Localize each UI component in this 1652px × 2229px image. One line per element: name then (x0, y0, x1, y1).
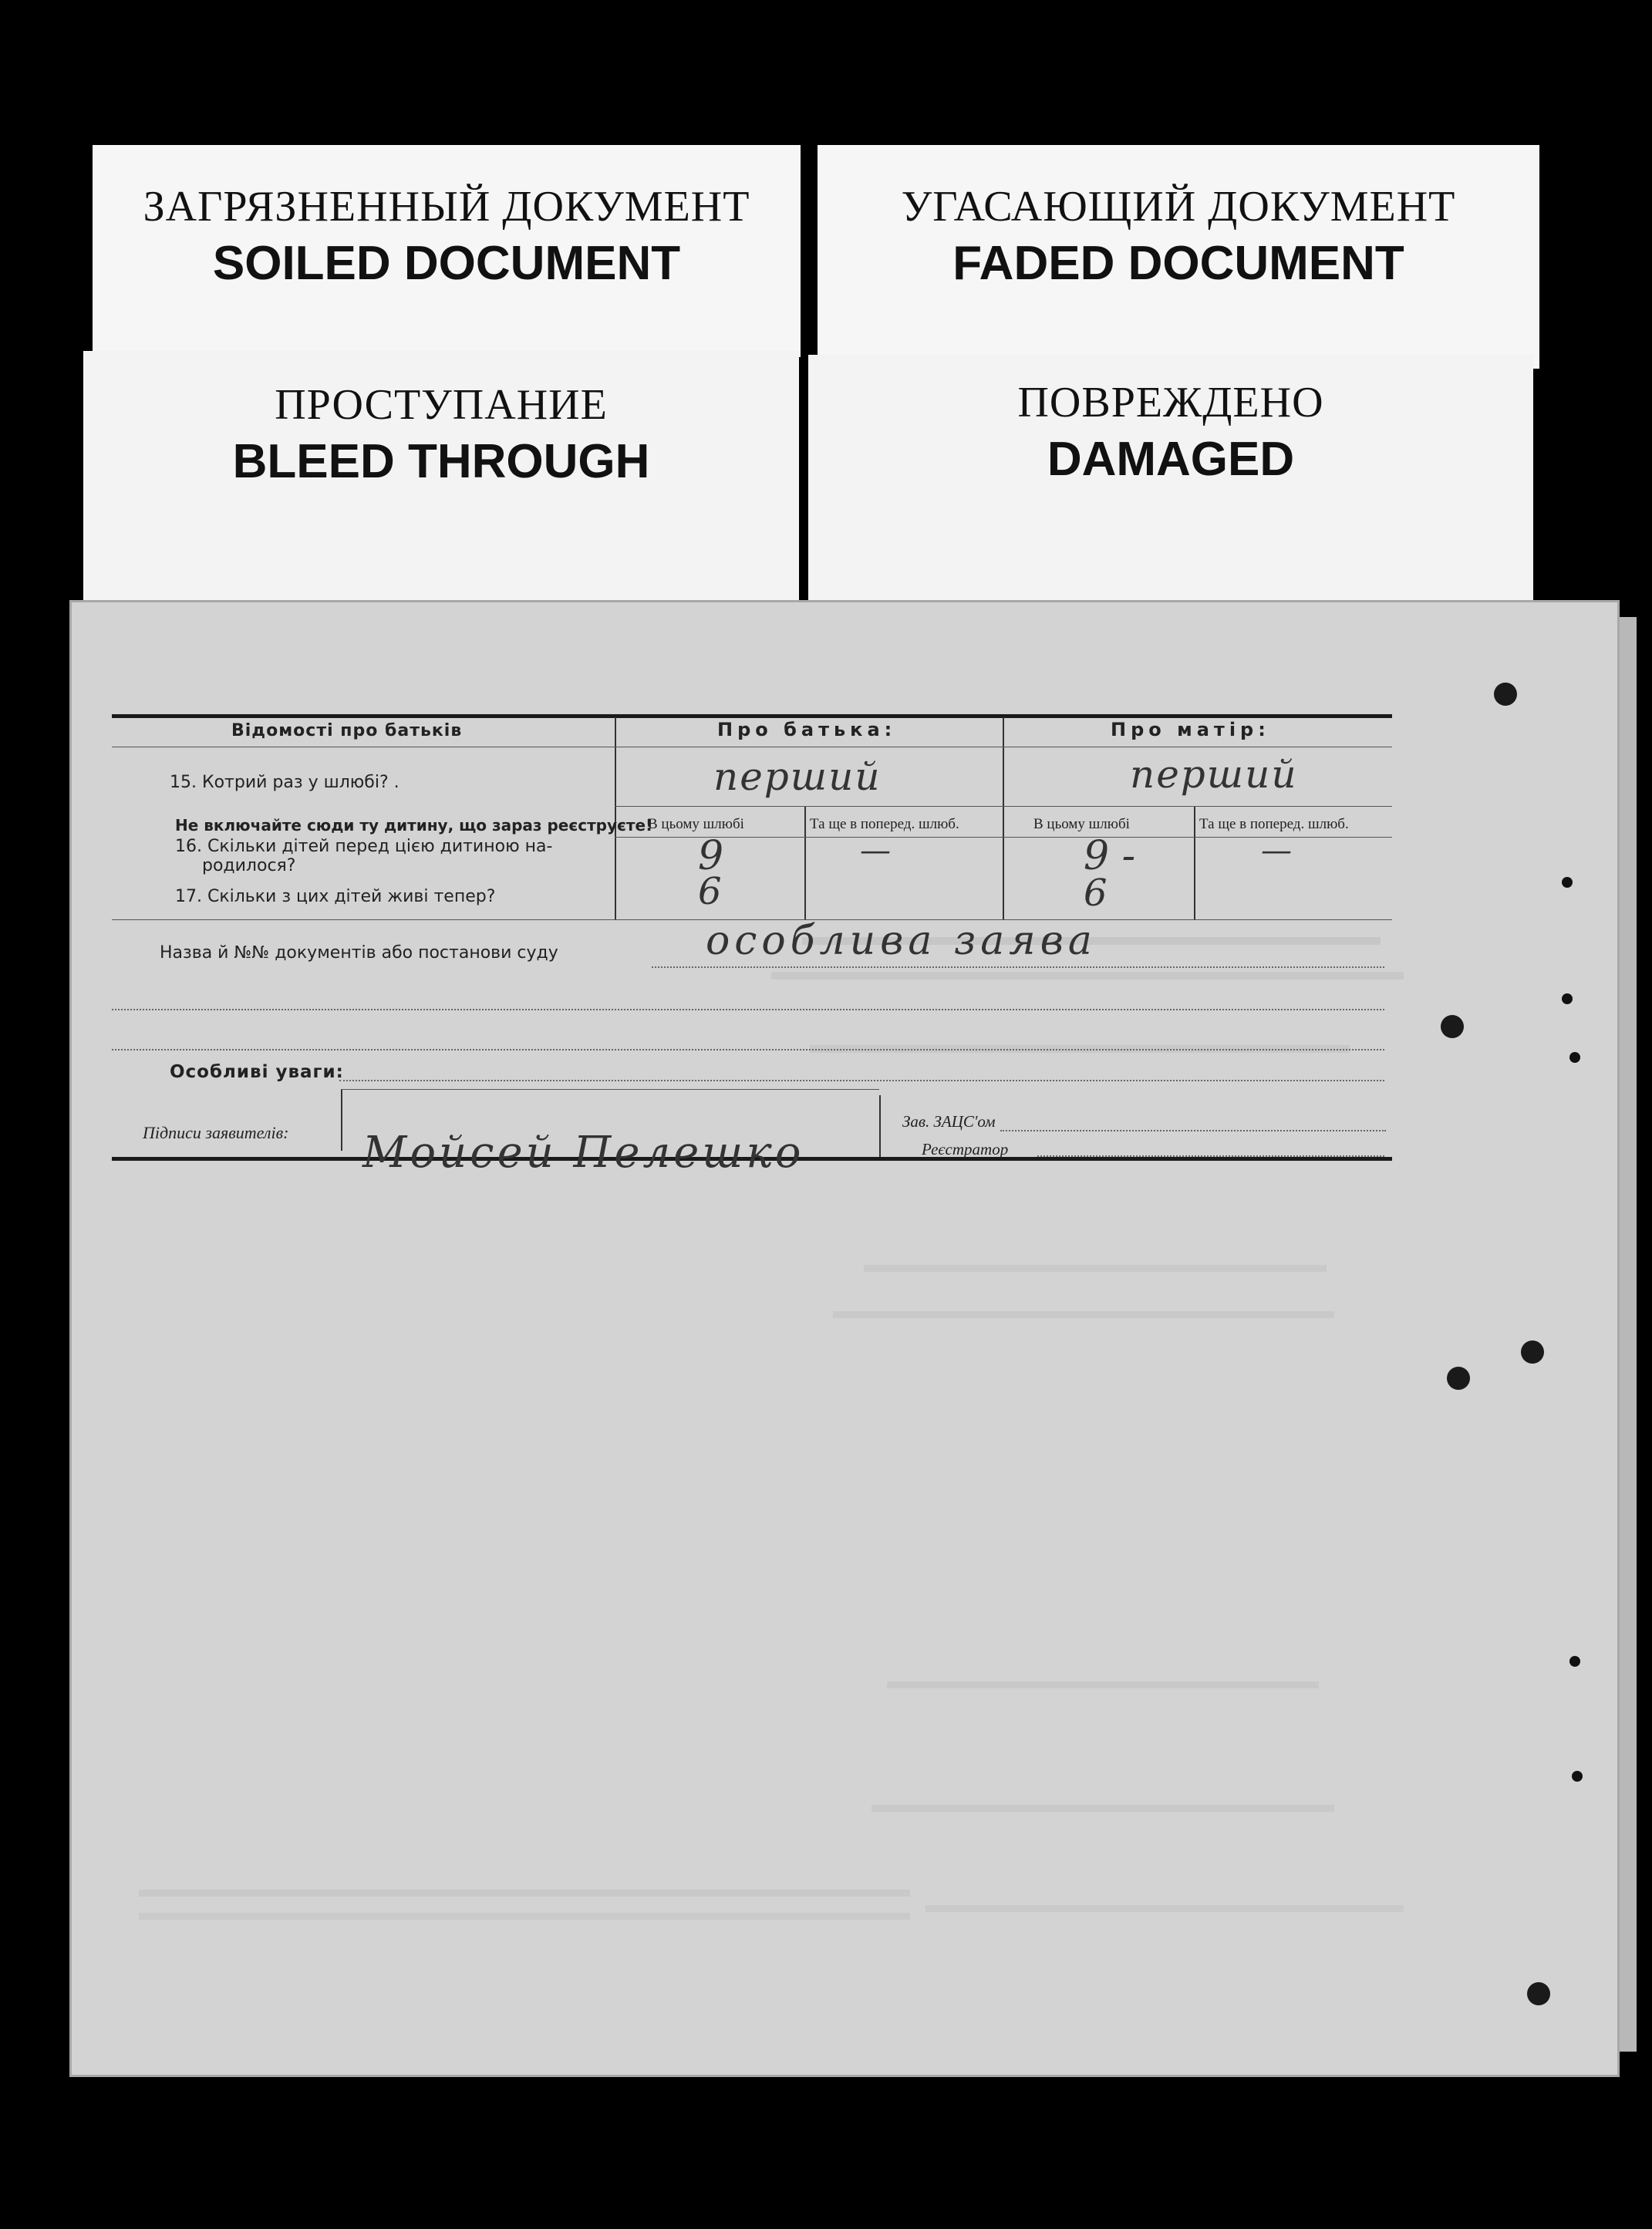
hw-father-marriage: перший (713, 754, 882, 799)
father-col-previous-marriage: Та ще в поперед. шлюб. (810, 816, 959, 832)
question-15: 15. Котрий раз у шлюбі? . (170, 773, 400, 792)
mother-header: Про матір: (1111, 719, 1270, 740)
faded-document-card (818, 145, 1539, 369)
signatures-label: Підписи заявителів: (143, 1123, 289, 1142)
hw-father-children-born: 9 (698, 833, 724, 879)
hw-signature: Мойсей Пелешко (362, 1128, 804, 1178)
faded-en-label: FADED DOCUMENT (952, 237, 1404, 290)
damaged-ru-label: ПОВРЕЖДЕНО (1017, 379, 1324, 427)
bleed-en-label: BLEED THROUGH (232, 435, 650, 488)
zags-head-label: Зав. ЗАЦС'ом (902, 1112, 996, 1131)
hw-mother-children-born: 9 - (1084, 833, 1136, 879)
damaged-card (808, 355, 1533, 609)
hw-mother-children-prev: — (1261, 833, 1292, 868)
mother-col-previous-marriage: Та ще в поперед. шлюб. (1199, 816, 1349, 832)
hw-father-children-alive: 6 (698, 870, 722, 913)
hw-mother-marriage: перший (1130, 752, 1298, 797)
mother-col-this-marriage: В цьому шлюбі (1033, 816, 1130, 832)
question-16-line2: родилося? (202, 856, 296, 875)
father-col-this-marriage: В цьому шлюбі (648, 816, 744, 832)
question-16-line1: 16. Скільки дітей перед цією дитиною на- (175, 837, 553, 856)
question-17: 17. Скільки з цих дітей живі тепер? (175, 887, 496, 906)
hw-documents: особлива заява (706, 918, 1097, 964)
hw-mother-children-alive: 6 (1084, 872, 1108, 915)
bleed-through-card (83, 351, 799, 605)
registrar-label: Реєстратор (922, 1140, 1009, 1158)
top-rule (112, 714, 1392, 718)
father-header: Про батька: (717, 719, 897, 740)
remarks-label: Особливі уваги: (170, 1062, 344, 1082)
soiled-document-card (93, 145, 801, 357)
question-16-note: Не включайте сюди ту дитину, що зараз реєструєте! (175, 816, 653, 835)
documents-label: Назва й №№ документів або постанови суду (160, 943, 558, 963)
parents-info-header: Відомості про батьків (231, 721, 463, 740)
soiled-ru-label: ЗАГРЯЗНЕННЫЙ ДОКУМЕНТ (143, 183, 750, 231)
hw-father-children-prev: — (860, 833, 891, 868)
soiled-en-label: SOILED DOCUMENT (212, 237, 681, 290)
faded-ru-label: УГАСАЮЩИЙ ДОКУМЕНТ (901, 183, 1456, 231)
damaged-en-label: DAMAGED (1047, 433, 1295, 486)
bleed-ru-label: ПРОСТУПАНИЕ (275, 381, 608, 429)
